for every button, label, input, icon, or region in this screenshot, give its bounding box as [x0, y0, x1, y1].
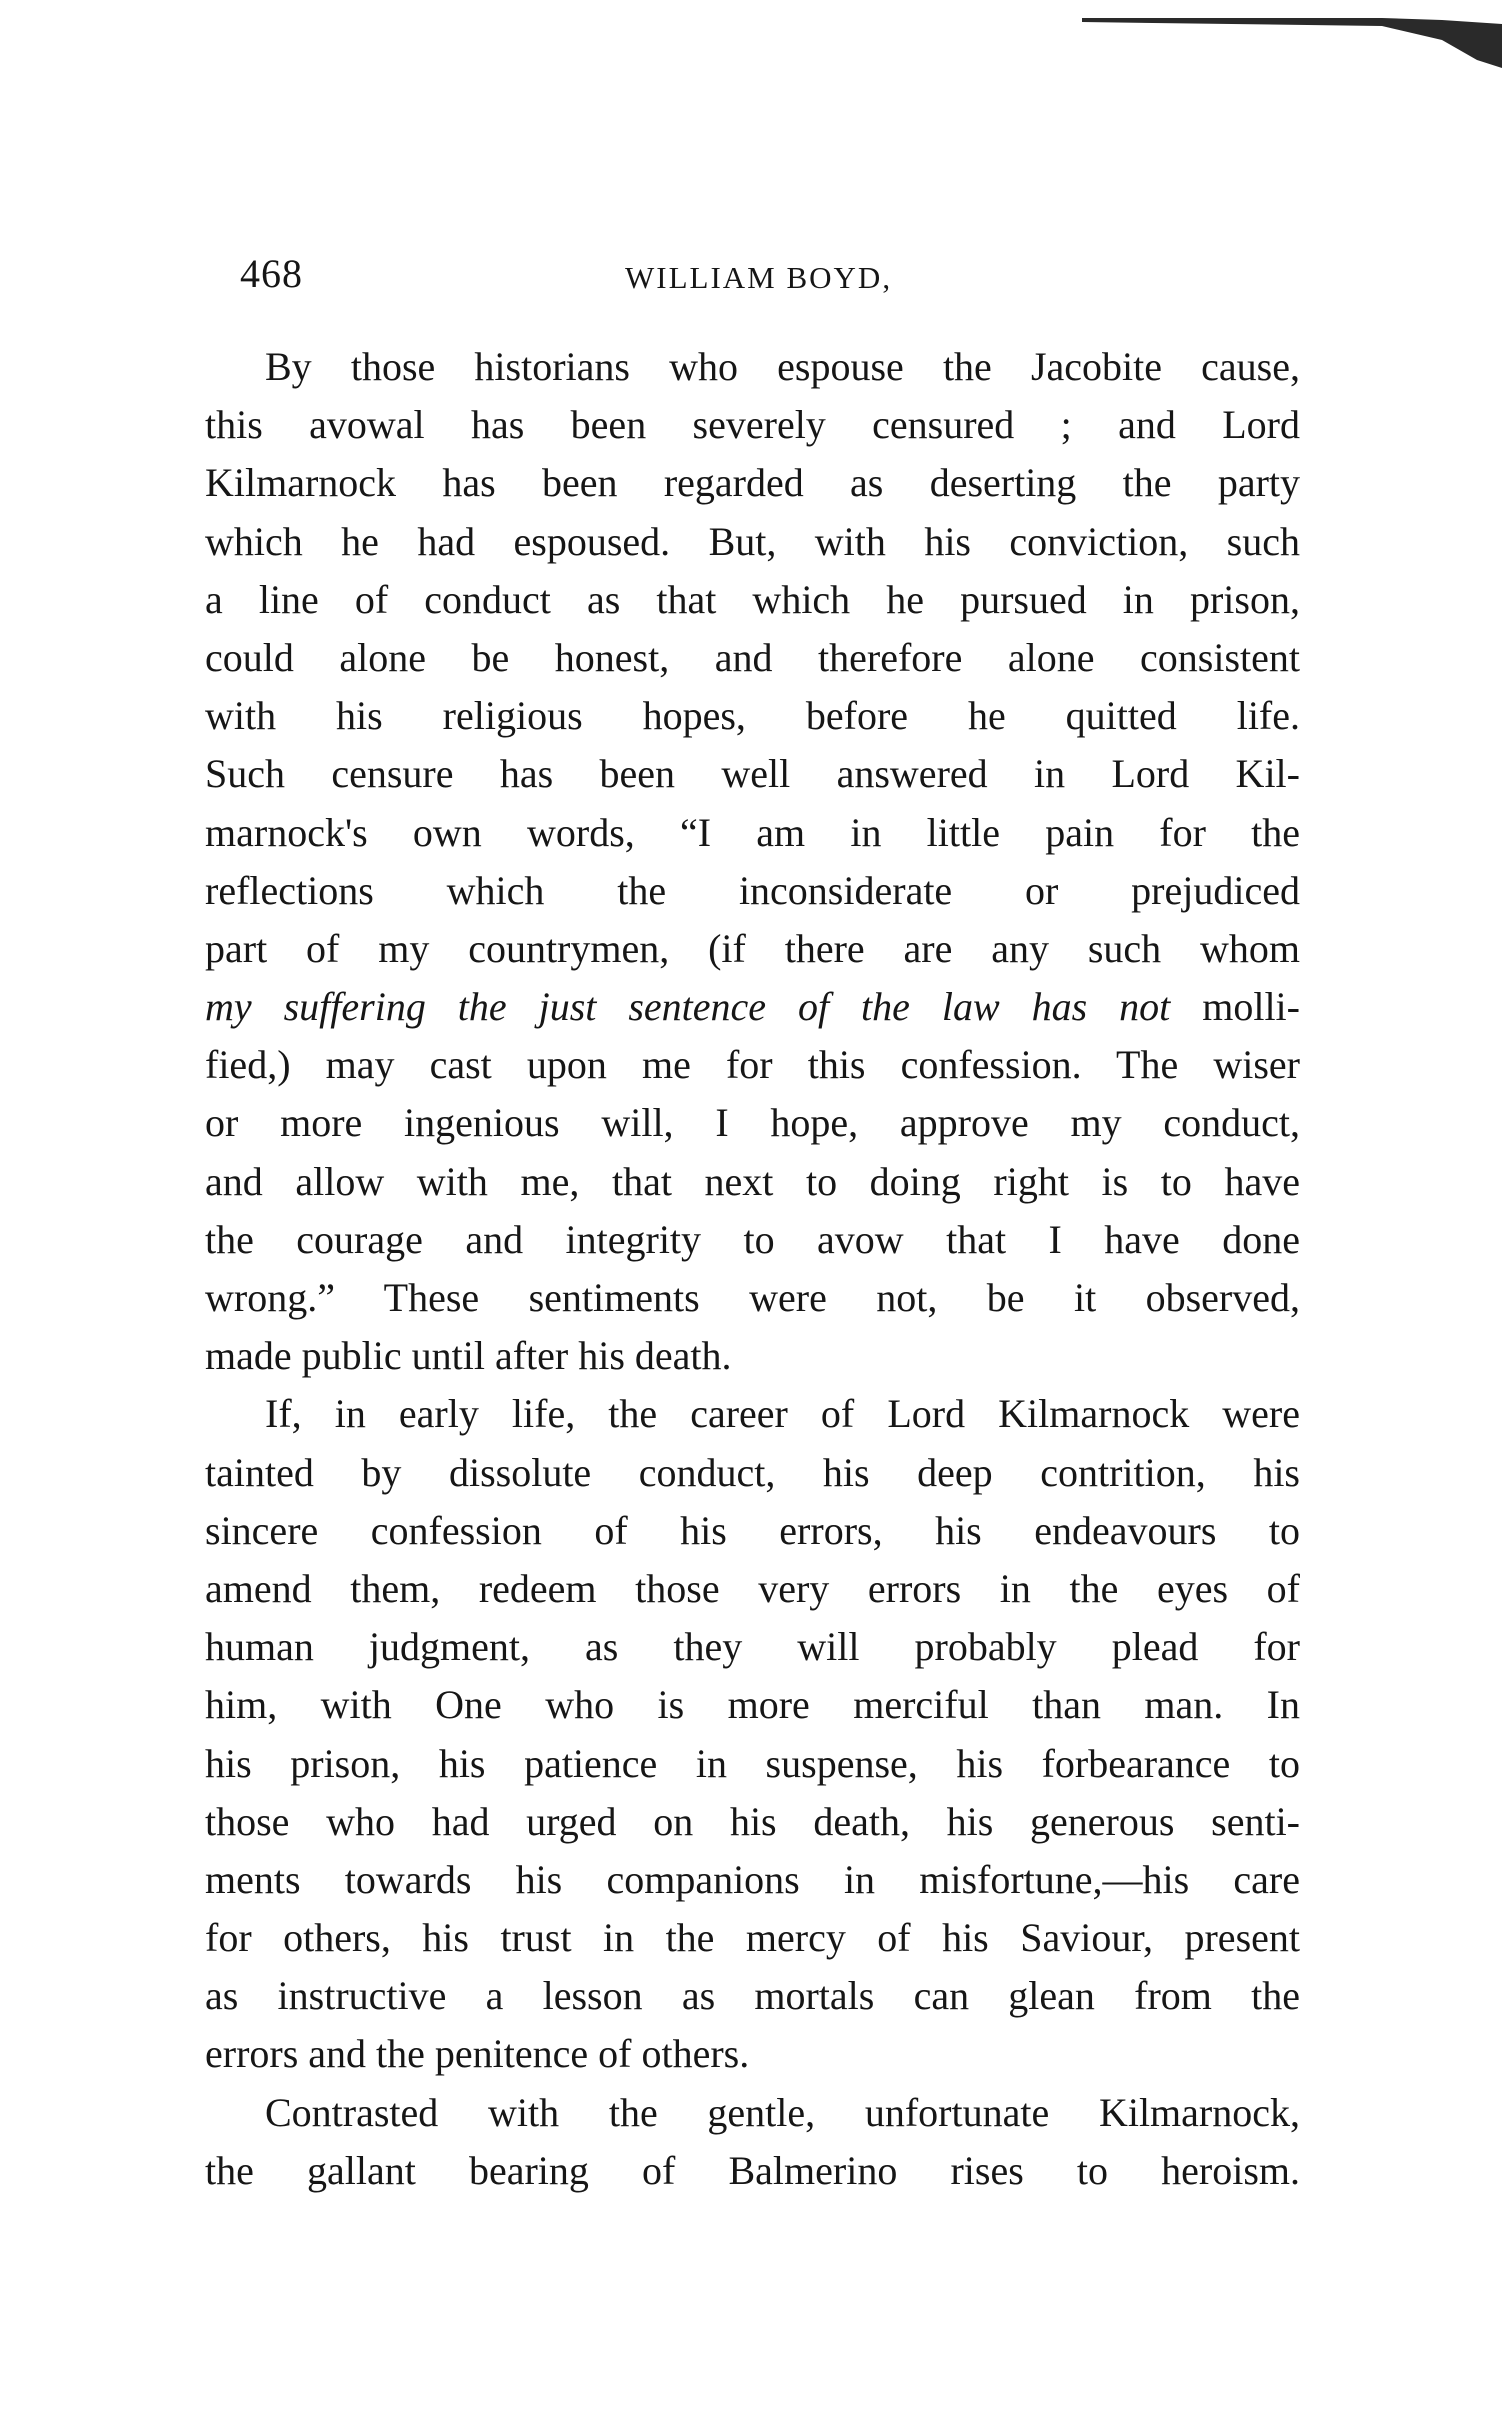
text-line: sincere confession of his errors, his endeavours to — [205, 1507, 1300, 1553]
text-line: Kilmarnock has been regarded as deserting the party — [205, 460, 1300, 506]
body-text — [205, 338, 1300, 2200]
text-line: a line of conduct as that which he pursued in prison, — [205, 576, 1300, 622]
text-line: the courage and integrity to avow that I have done — [205, 1216, 1300, 1262]
text-line: tainted by dissolute conduct, his deep contrition, his — [205, 1449, 1300, 1495]
page-number: 468 — [240, 251, 303, 296]
text-line: this avowal has been severely censured ; and Lord — [205, 402, 1300, 448]
text-line: which he had espoused. But, with his conviction, such — [205, 518, 1300, 564]
text-line: amend them, redeem those very errors in the eyes of — [205, 1565, 1300, 1611]
roman-tail: molli- — [1170, 984, 1300, 1030]
text-line: human judgment, as they will probably plead for — [205, 1624, 1300, 1670]
text-line: those who had urged on his death, his generous senti- — [205, 1798, 1300, 1844]
italic-quote: my suffering the just sentence of the law has not — [205, 984, 1171, 1030]
text-line: marnock's own words, “I am in little pain for the — [205, 809, 1300, 855]
text-line: By those historians who espouse the Jacobite cause, — [265, 344, 1300, 389]
text-line: errors and the penitence of others. — [205, 2031, 750, 2077]
text-line: his prison, his patience in suspense, his forbearance to — [205, 1740, 1300, 1786]
text-line: ments towards his companions in misfortune,—his care — [205, 1856, 1300, 1902]
text-line: made public until after his death. — [205, 1333, 732, 1379]
text-line: Contrasted with the gentle, unfortunate Kilmarnock, — [265, 2089, 1300, 2135]
text-line-italic — [205, 978, 1300, 1036]
text-line: If, in early life, the career of Lord Kilmarnock were — [265, 1391, 1300, 1437]
text-line: part of my countrymen, (if there are any such whom — [205, 925, 1300, 971]
text-line: with his religious hopes, before he quitted life. — [205, 693, 1300, 739]
text-line: the gallant bearing of Balmerino rises to heroism. — [205, 2147, 1300, 2193]
text-line: Such censure has been well answered in Lord Kil- — [205, 751, 1300, 797]
running-head — [240, 250, 1300, 310]
text-line: as instructive a lesson as mortals can glean from the — [205, 1973, 1300, 2019]
text-line: him, with One who is more merciful than man. In — [205, 1682, 1300, 1728]
text-line: could alone be honest, and therefore alone consistent — [205, 634, 1300, 680]
text-line: wrong.” These sentiments were not, be it observed, — [205, 1275, 1300, 1320]
page-edge-shadow — [1082, 10, 1502, 70]
text-line: for others, his trust in the mercy of his Saviour, present — [205, 1915, 1300, 1961]
text-line: fied,) may cast upon me for this confession. The wiser — [205, 1042, 1300, 1088]
text-line: reflections which the inconsiderate or prejudiced — [205, 867, 1300, 913]
text-line: and allow with me, that next to doing right is to have — [205, 1158, 1300, 1204]
text-line: or more ingenious will, I hope, approve my conduct, — [205, 1100, 1300, 1146]
running-title: WILLIAM BOYD, — [625, 260, 893, 295]
